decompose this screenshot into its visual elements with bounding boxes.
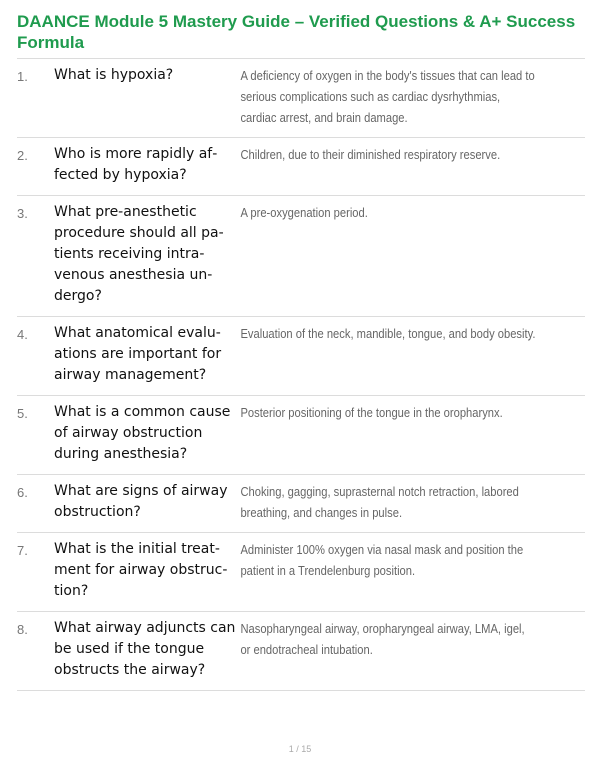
question-text: What is the initial treatment for airway obstruction? xyxy=(54,541,228,599)
item-number: 4. xyxy=(17,327,28,342)
answer-text: Children, due to their diminished respiratory reserve. xyxy=(240,147,501,162)
question-text: What is a common cause of airway obstruction during anesthesia? xyxy=(54,404,231,462)
qa-row xyxy=(17,611,585,691)
answer-text: Evaluation of the neck, mandible, tongue, and body obesity. xyxy=(240,326,536,341)
qa-row xyxy=(17,474,585,532)
question-text: What is hypoxia? xyxy=(54,67,174,83)
qa-row xyxy=(17,316,585,395)
item-number: 2. xyxy=(17,148,28,163)
question-text: What pre-anesthetic procedure should all patients receiving intravenous anesthesia undergo? xyxy=(54,204,224,304)
qa-list xyxy=(17,58,585,691)
answer-text: A deficiency of oxygen in the body's tissues that can lead to serious complications such as cardiac dysrhythmias, cardiac arrest, and brain damage. xyxy=(240,68,535,125)
question-text: What airway adjuncts can be used if the tongue obstructs the airway? xyxy=(54,620,236,678)
answer-text: Nasopharyngeal airway, oropharyngeal airway, LMA, igel, or endotracheal intubation. xyxy=(240,621,525,657)
item-number: 3. xyxy=(17,206,28,221)
answer-text: Posterior positioning of the tongue in the oropharynx. xyxy=(240,405,503,420)
page-indicator: 1 / 15 xyxy=(288,744,312,754)
question-text: What are signs of airway obstruction? xyxy=(54,483,228,520)
item-number: 1. xyxy=(17,69,28,84)
qa-row xyxy=(17,137,585,195)
item-number: 8. xyxy=(17,622,28,637)
qa-row xyxy=(17,195,585,316)
qa-row xyxy=(17,532,585,611)
answer-text: Choking, gagging, suprasternal notch retraction, labored breathing, and changes in pulse. xyxy=(240,484,519,520)
qa-row xyxy=(17,58,585,137)
question-text: What anatomical evaluations are important for airway management? xyxy=(54,325,222,383)
item-number: 7. xyxy=(17,543,28,558)
qa-row xyxy=(17,395,585,474)
item-number: 5. xyxy=(17,406,28,421)
answer-text: Administer 100% oxygen via nasal mask and position the patient in a Trendelenburg position. xyxy=(240,542,524,578)
answer-text: A pre-oxygenation period. xyxy=(240,205,368,220)
document-title: DAANCE Module 5 Mastery Guide – Verified Questions & A+ Success Formula xyxy=(17,12,576,52)
item-number: 6. xyxy=(17,485,28,500)
question-text: Who is more rapidly affected by hypoxia? xyxy=(54,146,218,183)
